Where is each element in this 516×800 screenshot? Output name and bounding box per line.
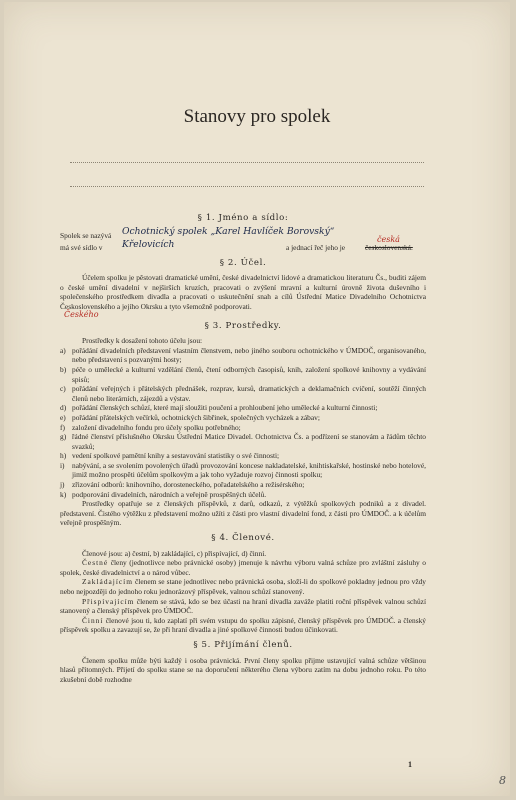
list-item (60, 480, 426, 490)
list-item-key: b) (60, 364, 67, 374)
handwritten-correction: Českého (64, 309, 99, 319)
section-heading: § 4. Členové. (211, 533, 275, 544)
section-heading: § 3. Prostředky. (204, 320, 282, 331)
list-item-text: založení divadelního fondu pro účely spolku potřebného; (72, 422, 241, 432)
list-item-text: nabývání, a se svolením povolených úřadů provozování koncese nakladatelské, knihtiskařské, hostinské nebo hotelové, jimiž možno prospěti účelům spolkovým a jak toho vyžaduje rozvoj činnosti spolku; (72, 460, 426, 480)
section-heading: § 5. Přijímání členů. (193, 639, 293, 650)
list-item (60, 451, 426, 461)
list-item-text: pořádání členských schůzí, které mají sloužiti poučení a prohloubení jeho umělecké a kulturní činnosti; (72, 403, 378, 413)
list-item-text: podporování divadelních, národních a veřejně prospěšných účelů. (72, 489, 267, 499)
list-item (60, 403, 426, 413)
list-item-key: h) (60, 451, 67, 461)
handwritten-seat: Křelovicích (122, 238, 175, 250)
list-item-text: pořádání přátelských večírků, ochotnických šibřinek, společných vycházek a zábav; (72, 412, 320, 422)
list-item (60, 346, 426, 365)
list-item-key: k) (60, 489, 67, 499)
handwritten-language-correction: česká (377, 234, 400, 244)
list-item-text: řádné členství příslušného Okrsku Ústřední Matice Divadel. Ochotnictva Čs. a podřízení se stanovám a řádům těchto svazků; (72, 432, 426, 451)
name-row: Spolek se nazývá Ochotnický spolek „Karel Havlíček Borovský“ (60, 225, 335, 240)
list-item (60, 490, 426, 500)
list-item-key: g) (60, 432, 67, 442)
paragraph: Prostředky opatřuje se z členských příspěvků, z darů, odkazů, z výtěžků spolkových podniků a z divadel. představení. Čistého výtěžku z představení možno užíti z části pro vlastní divadelní fond, z části pro ÚMDOČ. a k účelům veřejně prospěšným. (60, 499, 426, 528)
paragraph: Členem spolku může býti každý i osoba právnická. První členy spolku přijme ustavující valná schůze většinou hlasů přítomných. Přijetí do spolku stane se na doporučení některého člena výboru zatím na dobu jednoho roku. Po této zkušební době rozhodne (60, 655, 426, 684)
paragraph: Přispívajícím členem se stává, kdo se bez účasti na hraní divadla zaváže platiti roční příspěvek valnou schůzí stanovený a členský příspěvek pro ÚMDOČ. (60, 596, 426, 616)
list-item-text: vedení spolkové pamětní knihy a sestavování statistiky o své činnosti; (72, 451, 280, 461)
page-number: 1 (408, 760, 412, 769)
list-item-key: i) (60, 460, 65, 470)
list-item-key: d) (60, 403, 67, 413)
list-item-key: c) (60, 384, 66, 394)
list-item (60, 461, 426, 480)
list-item-key: f) (60, 422, 65, 432)
purpose-list (60, 346, 426, 500)
list-item-key: a) (60, 345, 66, 355)
list-item-text: pořádání divadelních představení vlastním členstvem, nebo jiného souboru ochotnického v ÚMDOČ, organisovaného, nebo představení s pozvanými hosty; (72, 345, 426, 365)
section-heading: § 2. Účel. (219, 257, 267, 268)
paragraph: Čestné členy (jednotlivce nebo právnické osoby) jmenuje k návrhu výboru valná schůze pro zvláštní zásluhy o spolek, české divadelnictví a o národ vůbec. (60, 558, 426, 577)
paragraph: Zakládajícím členem se stane jednotlivec nebo právnická osoba, složí-li do spolkové pokladny jednou pro vždy nebo nejpozději do jednoho roku jednorázový příspěvek, valnou schůzí stanovený. (60, 577, 426, 596)
document-title: Stanovy pro spolek (183, 106, 331, 127)
list-item (60, 423, 426, 433)
section-heading: § 1. Jméno a sídlo: (197, 213, 289, 223)
list-item (60, 384, 426, 403)
list-item (60, 413, 426, 423)
paragraph: Činní členové jsou ti, kdo zaplatí při svém vstupu do spolku zápisné, členský příspěvek pro ÚMDOČ. a členský příspěvek spolku a zavazují se, že při hraní divadla a jiné spolkové činnosti budou účinkovati. (60, 615, 426, 635)
list-item-text: pořádání veřejných i přátelských přednášek, rozprav, kursů, dramatických a deklamačních cvičení, soutěží činných členů nebo literárních, zájezdů a výstav. (72, 384, 426, 403)
paragraph: Členové jsou: a) čestní, b) zakládající, c) přispívající, d) činní. (82, 548, 267, 558)
dotted-line (70, 186, 424, 187)
paragraph: Účelem spolku je pěstovati dramatické umění, české divadelnictví lidové a dramatickou literaturu Čs., buditi zájem o české umění divadelní v nejširších kruzích, pracovati o zvýšení mravní a kulturní úrovně života duševního i společenského prostředkem divadla a pracovati o uskutečnění snah a cílů Ústřední Matice Divadelního Ochotnictva Československého a jejího Okrsku a tyto všemožně podporovati. (60, 273, 426, 311)
printed-language-struck: československá. (365, 242, 413, 252)
list-item (60, 432, 426, 451)
dotted-line (70, 162, 424, 163)
paragraph: Prostředky k dosažení tohoto účelu jsou: (82, 336, 203, 346)
handwritten-corner-mark: 8 (499, 774, 506, 787)
handwritten-name: Ochotnický spolek „Karel Havlíček Borovský“ (122, 225, 335, 237)
list-item-text: péče o umělecké a kulturní vzdělání členů, čtení odborných časopisů, knih, založení spolkové knihovny a vydávání spisů; (72, 364, 426, 384)
list-item-key: e) (60, 412, 66, 422)
list-item-key: j) (60, 480, 65, 490)
list-item-text: zřizování odborů: knihovního, dorosteneckého, pořadatelského a režisérského; (72, 480, 305, 490)
document-body (60, 208, 426, 684)
seat-row: má své sídlo v Křelovicích a jednací řeč jeho je československá. česká (60, 234, 413, 252)
document-page (4, 2, 510, 796)
list-item (60, 365, 426, 384)
